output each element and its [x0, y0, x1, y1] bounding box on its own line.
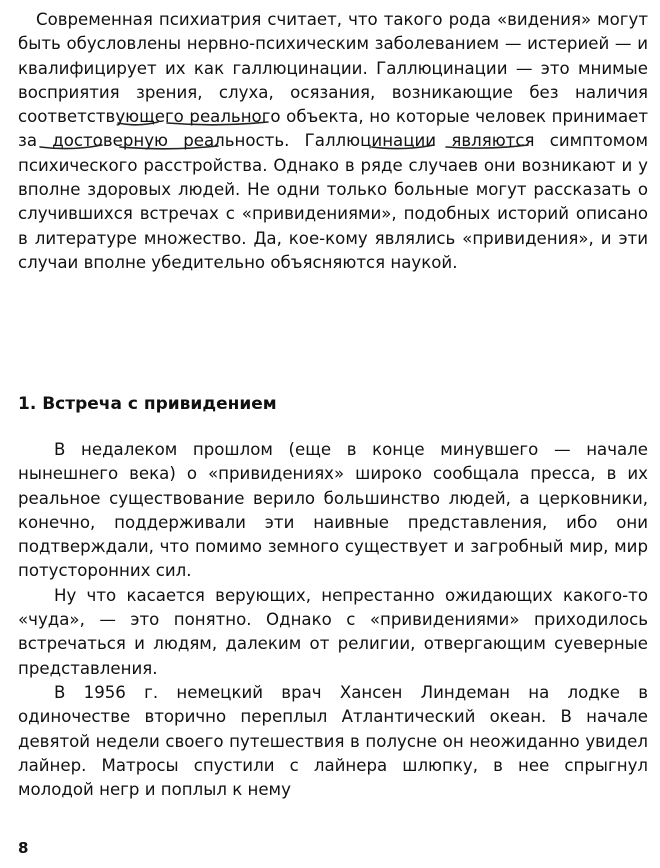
section-heading: 1. Встреча с привидением [18, 394, 277, 414]
body-paragraph: Ну что касается верующих, непрестанно ожидающих какого-то «чуда», — это понятно. Однако с «привидениями» приходилось встречаться и людям, далеким от религии, отвергающим суеверные представления. [18, 585, 648, 678]
section-body [18, 438, 648, 802]
body-paragraph: В недалеком прошлом (еще в конце минувшего — начале нынешнего века) о «привидениях» широко сообщала пресса, в их реальное существование верило большинство людей, а церковники, конечно, поддерживали эти наивные представления, ибо они подтверждали, что помимо земного существует и загробный мир, мир потусторонних сил. [18, 440, 648, 581]
page-number: 8 [18, 839, 29, 857]
body-paragraph: В 1956 г. немецкий врач Хансен Линдеман на лодке в одиночестве вторично переплыл Атлантический океан. В начале девятой недели своего путешествия в полусне он неожиданно увидел лайнер. Матросы спустили с лайнера шлюпку, в нее спрыгнул молодой негр и поплыл к нему [18, 682, 648, 800]
intro-paragraph: Современная психиатрия считает, что такого рода «видения» могут быть обусловлены нервно-психическим заболеванием — истерией — и квалифицирует их как галлюцинации. Галлюцинации — это мнимые восприятия зрения, слуха, осязания, возникающие без наличия соответствующего реального объекта, но которые человек принимает за достоверную реальность. Галлюцинации являются симптомом психического расстройства. Однако в ряде случаев они возникают и у вполне здоровых людей. Не одни только больные могут рассказать о случившихся встречах с «привидениями», подобных историй описано в литературе множество. Да, кое-кому являлись «привидения», и эти случаи вполне убедительно объясняются наукой. [18, 10, 648, 272]
